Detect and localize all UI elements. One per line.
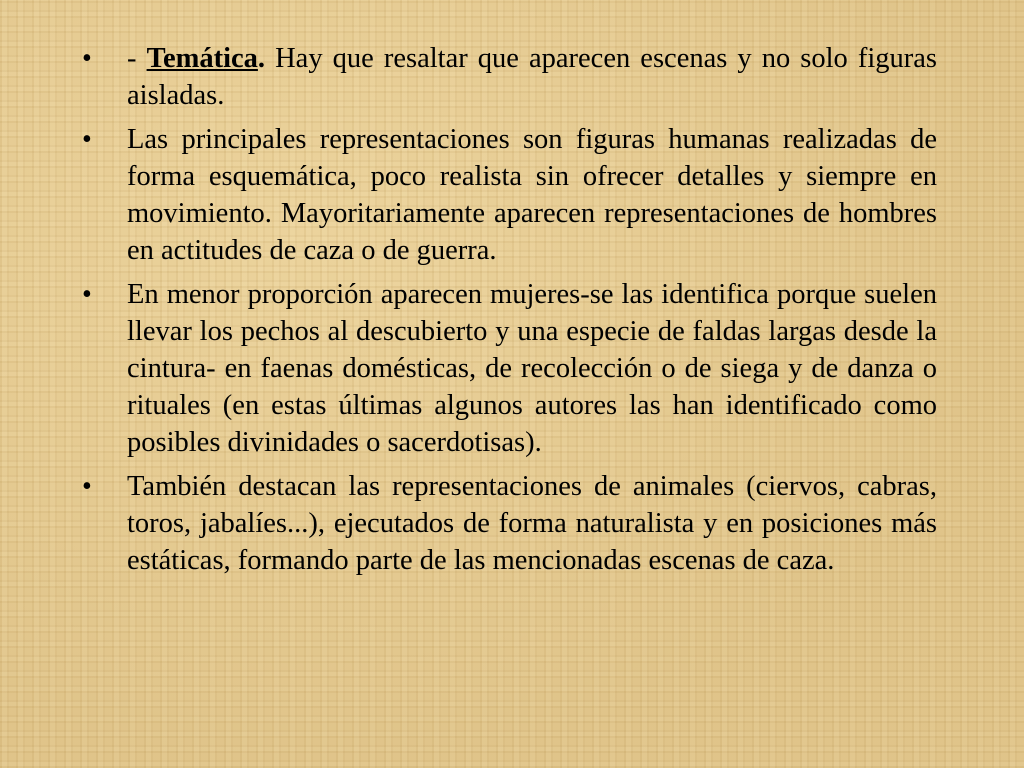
bullet-text: Las principales representaciones son figuras humanas realizadas de forma esquemática, poco realista sin ofrecer detalles y siempre en movimiento. Mayoritariamente aparecen representaciones de hombres en actitudes de caza o de guerra.	[127, 124, 937, 266]
bullet-text: Hay que resaltar que aparecen escenas y no solo figuras aisladas.	[127, 43, 937, 111]
bullet-list	[82, 40, 937, 586]
bullet-item-figuras-humanas	[82, 121, 937, 269]
tematica-term-punct: .	[257, 43, 266, 74]
bullet-dot: •	[82, 43, 92, 74]
bullet-dot: •	[82, 124, 92, 155]
bullet-item-mujeres	[82, 276, 937, 461]
bullet-item-tematica	[82, 40, 937, 114]
bullet-text: En menor proporción aparecen mujeres-se las identifica porque suelen llevar los pechos al descubierto y una especie de faldas largas desde la cintura- en faenas domésticas, de recolección o de siega y de danza o rituales (en estas últimas algunos autores las han identificado como posibles divinidades o sacerdotisas).	[127, 279, 937, 458]
tematica-term: Temática	[146, 43, 258, 74]
bullet-text: También destacan las representaciones de animales (ciervos, cabras, toros, jabalíes...), ejecutados de forma naturalista y en posiciones más estáticas, formando parte de las mencionadas escenas de caza.	[127, 471, 937, 576]
bullet-dot: •	[82, 471, 92, 502]
bullet-dot: •	[82, 279, 92, 310]
bullet-prefix: -	[127, 43, 147, 74]
bullet-item-animales	[82, 468, 937, 579]
